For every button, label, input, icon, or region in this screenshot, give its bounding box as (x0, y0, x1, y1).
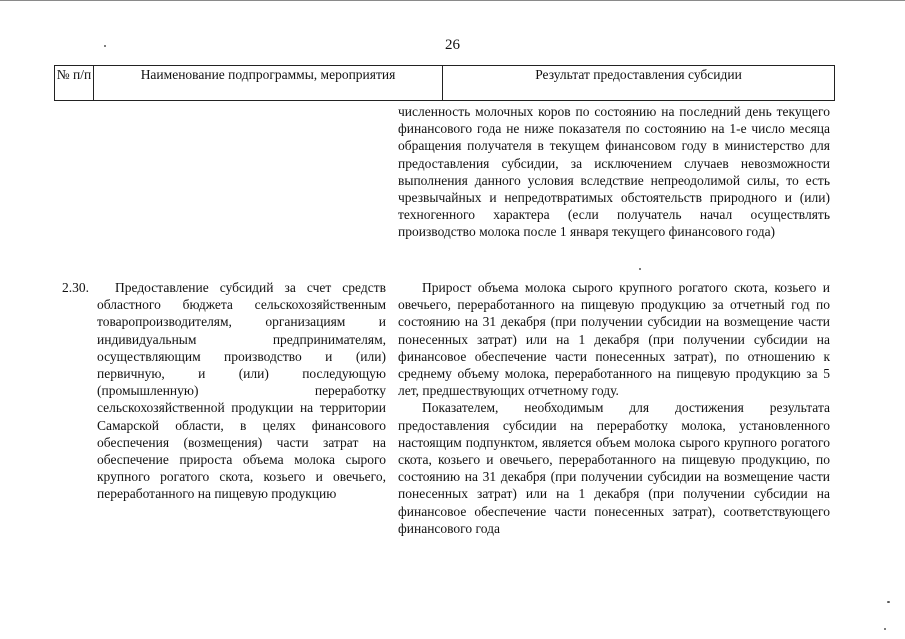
scan-speck (887, 601, 890, 603)
result-paragraph-2: Показателем, необходимым для достижения результата предоставления субсидии на переработку молока, установленного настоящим подпунктом, является объем молока сырого крупного рогатого скота, козьего и овечьего, переработанного на пищевую продукцию, по состоянию на 31 декабря (при получении субсидии на возмещение части понесенных затрат) или на 1 декабря (при получении субсидии на финансовое обеспечение части понесенных затрат), соответствующего финансового года (398, 400, 830, 536)
row-result-cell (398, 279, 830, 537)
page-top-edge (0, 0, 905, 1)
row-measure-name: Предоставление субсидий за счет средств областного бюджета сельскохозяйственным товаропроизводителям, организациям и индивидуальным предпринимателям, осуществляющим производство и (или) первичную, и (или) последующую (промышленную) переработку сельскохозяйственной продукции на территории Самарской области, в целях финансового обеспечения (возмещения) части затрат на обеспечение прироста объема молока сырого крупного рогатого скота, козьего и овечьего, переработанного на пищевую продукцию (97, 280, 386, 502)
scan-speck (639, 268, 641, 270)
table-header (54, 65, 835, 101)
header-number-column: № п/п (55, 66, 94, 100)
scan-speck (104, 45, 106, 47)
scan-speck (884, 628, 886, 630)
result-paragraph-1: Прирост объема молока сырого крупного рогатого скота, козьего и овечьего, переработанного на пищевую продукцию за отчетный год по состоянию на 31 декабря (при получении субсидии на возмещение части понесенных затрат) или на 1 декабря (при получении субсидии на финансовое обеспечение части понесенных затрат), по отношению к среднему объему молока, переработанного на пищевую продукцию за 5 лет, предшествующих отчетному году. (398, 280, 830, 399)
header-name-column: Наименование подпрограммы, мероприятия (94, 66, 443, 100)
header-result-column: Результат предоставления субсидии (535, 67, 742, 82)
row-number: 2.30. (62, 280, 89, 295)
result-continuation-text: численность молочных коров по состоянию на последний день текущего финансового года не ниже показателя по состоянию на 1-е число месяца обращения получателя в текущем финансовом году в министерство для предоставления субсидии, за исключением случаев невозможности выполнения данного условия вследствие непреодолимой силы, то есть чрезвычайных и непредотвратимых обстоятельств природного и (или) техногенного характера (если получатель начал осуществлять производство молока после 1 января текущего финансового года) (398, 104, 830, 240)
page-number: 26 (445, 37, 460, 53)
